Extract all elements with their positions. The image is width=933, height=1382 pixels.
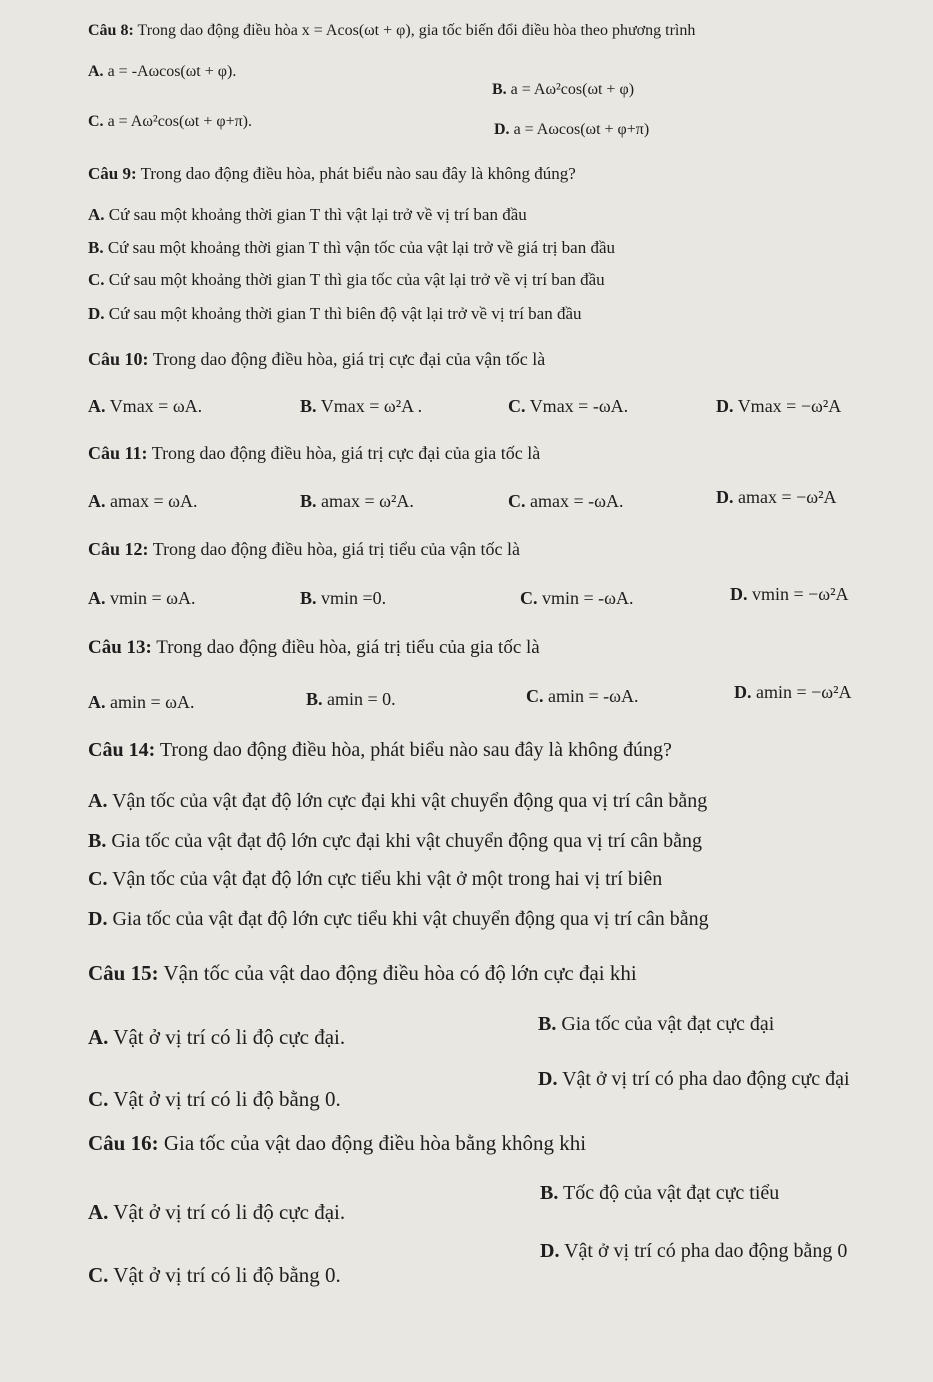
question-11-number: Câu 11: <box>88 443 148 463</box>
q12-option-a-text: vmin = ωA. <box>110 588 196 608</box>
q13-option-c-key: C. <box>526 686 544 706</box>
question-10 <box>88 349 545 370</box>
q15-option-a-text: Vật ở vị trí có li độ cực đại. <box>113 1025 346 1049</box>
question-13-number: Câu 13: <box>88 637 152 658</box>
q10-option-b-key: B. <box>300 396 317 416</box>
question-9-number: Câu 9: <box>88 164 137 183</box>
q15-option-b-text: Gia tốc của vật đạt cực đại <box>561 1013 775 1035</box>
q8-option-d-key: D. <box>494 121 510 138</box>
q12-option-b-key: B. <box>300 588 317 608</box>
q15-option-c-key: C. <box>88 1087 109 1111</box>
q16-option-b-key: B. <box>540 1182 559 1204</box>
question-12-text: Trong dao động điều hòa, giá trị tiểu của vận tốc là <box>152 539 520 559</box>
question-9-text: Trong dao động điều hòa, phát biểu nào sau đây là không đúng? <box>140 164 576 183</box>
q11-option-b[interactable] <box>300 491 414 512</box>
q11-option-c-key: C. <box>508 491 526 511</box>
q15-option-b[interactable] <box>538 1013 774 1036</box>
q15-option-d-text: Vật ở vị trí có pha dao động cực đại <box>562 1068 850 1090</box>
q16-option-a-key: A. <box>88 1200 109 1224</box>
q16-option-c-text: Vật ở vị trí có li độ bằng 0. <box>113 1263 341 1287</box>
q14-option-a-key: A. <box>88 790 108 812</box>
q8-option-c-key: C. <box>88 113 104 130</box>
q14-option-b[interactable] <box>88 830 702 853</box>
q12-option-d-key: D. <box>730 584 748 604</box>
q10-option-b-text: Vmax = ω²A . <box>320 396 423 416</box>
q12-option-b[interactable] <box>300 588 386 609</box>
q9-option-c[interactable] <box>88 270 605 290</box>
question-12-number: Câu 12: <box>88 539 149 559</box>
q10-option-a-text: Vmax = ωA. <box>109 396 203 416</box>
q12-option-a-key: A. <box>88 588 106 608</box>
q14-option-b-text: Gia tốc của vật đạt độ lớn cực đại khi vật chuyển động qua vị trí cân bằng <box>111 830 703 852</box>
q15-option-a[interactable] <box>88 1025 345 1050</box>
q14-option-c-key: C. <box>88 868 108 890</box>
q10-option-d-key: D. <box>716 396 734 416</box>
q10-option-a-key: A. <box>88 396 106 416</box>
q12-option-b-text: vmin =0. <box>321 588 387 608</box>
q9-option-a[interactable] <box>88 205 527 225</box>
q8-option-c[interactable] <box>88 113 252 131</box>
q12-option-a[interactable] <box>88 588 196 609</box>
question-14-number: Câu 14: <box>88 739 156 761</box>
q11-option-d[interactable] <box>716 487 837 508</box>
q13-option-b[interactable] <box>306 689 396 710</box>
q14-option-a-text: Vận tốc của vật đạt độ lớn cực đại khi vật chuyển động qua vị trí cân bằng <box>112 790 708 812</box>
q13-option-b-text: amin = 0. <box>327 689 396 709</box>
q11-option-a[interactable] <box>88 491 197 512</box>
q13-option-a[interactable] <box>88 692 195 713</box>
question-12 <box>88 539 520 560</box>
q13-option-c[interactable] <box>526 686 638 707</box>
q11-option-d-key: D. <box>716 487 734 507</box>
question-13 <box>88 637 540 659</box>
q13-option-b-key: B. <box>306 689 323 709</box>
q8-option-a-key: A. <box>88 63 104 80</box>
q12-option-d[interactable] <box>730 584 849 605</box>
question-15 <box>88 961 637 986</box>
q9-option-d-key: D. <box>88 304 105 323</box>
question-15-text: Vận tốc của vật dao động điều hòa có độ lớn cực đại khi <box>163 961 637 985</box>
q15-option-b-key: B. <box>538 1013 557 1035</box>
q16-option-c[interactable] <box>88 1263 341 1288</box>
q9-option-a-key: A. <box>88 205 105 224</box>
q8-option-b[interactable] <box>492 81 634 99</box>
question-16 <box>88 1131 586 1156</box>
question-10-number: Câu 10: <box>88 349 149 369</box>
q8-option-a-text: a = -Aωcos(ωt + φ). <box>107 63 237 80</box>
q8-option-d[interactable] <box>494 121 649 139</box>
q11-option-b-key: B. <box>300 491 317 511</box>
q16-option-b-text: Tốc độ của vật đạt cực tiểu <box>562 1182 780 1204</box>
question-8-number: Câu 8: <box>88 22 134 39</box>
q13-option-d-key: D. <box>734 682 752 702</box>
q12-option-c[interactable] <box>520 588 634 609</box>
q12-option-c-text: vmin = -ωA. <box>542 588 634 608</box>
q14-option-c[interactable] <box>88 868 662 891</box>
q10-option-c[interactable] <box>508 396 628 417</box>
question-8-text: Trong dao động điều hòa x = Acos(ωt + φ), gia tốc biến đổi điều hòa theo phương trình <box>137 22 696 39</box>
q10-option-c-text: Vmax = -ωA. <box>529 396 629 416</box>
q9-option-b-key: B. <box>88 238 104 257</box>
q15-option-d-key: D. <box>538 1068 558 1090</box>
q10-option-b[interactable] <box>300 396 422 417</box>
question-10-text: Trong dao động điều hòa, giá trị cực đại của vận tốc là <box>152 349 546 369</box>
q11-option-d-text: amax = −ω²A <box>738 487 837 507</box>
q16-option-a[interactable] <box>88 1200 345 1225</box>
q14-option-a[interactable] <box>88 790 707 813</box>
q9-option-c-text: Cứ sau một khoảng thời gian T thì gia tốc của vật lại trở về vị trí ban đầu <box>108 270 605 289</box>
q9-option-b-text: Cứ sau một khoảng thời gian T thì vận tốc của vật lại trở về giá trị ban đầu <box>107 238 616 257</box>
q11-option-b-text: amax = ω²A. <box>321 491 414 511</box>
q16-option-c-key: C. <box>88 1263 109 1287</box>
q8-option-c-text: a = Aω²cos(ωt + φ+π). <box>107 113 253 130</box>
question-14-text: Trong dao động điều hòa, phát biểu nào sau đây là không đúng? <box>159 739 672 761</box>
q8-option-a[interactable] <box>88 63 236 81</box>
q16-option-d[interactable] <box>540 1240 847 1263</box>
q14-option-c-text: Vận tốc của vật đạt độ lớn cực tiểu khi vật ở một trong hai vị trí biên <box>112 868 663 890</box>
q16-option-d-key: D. <box>540 1240 560 1262</box>
q13-option-d[interactable] <box>734 682 852 703</box>
q9-option-d[interactable] <box>88 304 582 324</box>
q14-option-d[interactable] <box>88 908 709 931</box>
q16-option-b[interactable] <box>540 1182 779 1205</box>
q10-option-d-text: Vmax = −ω²A <box>737 396 842 416</box>
q14-option-b-key: B. <box>88 830 107 852</box>
question-8 <box>88 22 695 40</box>
q8-option-d-text: a = Aωcos(ωt + φ+π) <box>513 121 650 138</box>
q15-option-c-text: Vật ở vị trí có li độ bằng 0. <box>113 1087 341 1111</box>
q10-option-d[interactable] <box>716 396 841 417</box>
question-16-text: Gia tốc của vật dao động điều hòa bằng không khi <box>163 1131 587 1155</box>
q9-option-b[interactable] <box>88 238 615 258</box>
q10-option-a[interactable] <box>88 396 202 417</box>
q11-option-a-text: amax = ωA. <box>110 491 198 511</box>
question-9 <box>88 164 576 184</box>
question-16-number: Câu 16: <box>88 1131 159 1155</box>
q9-option-a-text: Cứ sau một khoảng thời gian T thì vật lại trở về vị trí ban đầu <box>108 205 527 224</box>
question-15-number: Câu 15: <box>88 961 159 985</box>
question-13-text: Trong dao động điều hòa, giá trị tiểu của gia tốc là <box>156 637 540 658</box>
question-11-text: Trong dao động điều hòa, giá trị cực đại của gia tốc là <box>151 443 541 463</box>
q15-option-d[interactable] <box>538 1068 850 1091</box>
q15-option-a-key: A. <box>88 1025 109 1049</box>
question-11 <box>88 443 540 464</box>
q14-option-d-text: Gia tốc của vật đạt độ lớn cực tiểu khi vật chuyển động qua vị trí cân bằng <box>112 908 709 930</box>
q13-option-c-text: amin = -ωA. <box>548 686 639 706</box>
q13-option-d-text: amin = −ω²A <box>756 682 852 702</box>
q11-option-c[interactable] <box>508 491 623 512</box>
q15-option-c[interactable] <box>88 1087 341 1112</box>
q8-option-b-key: B. <box>492 81 507 98</box>
question-14 <box>88 739 672 762</box>
q13-option-a-text: amin = ωA. <box>110 692 195 712</box>
q9-option-c-key: C. <box>88 270 105 289</box>
q13-option-a-key: A. <box>88 692 106 712</box>
q14-option-d-key: D. <box>88 908 108 930</box>
q9-option-d-text: Cứ sau một khoảng thời gian T thì biên độ vật lại trở về vị trí ban đầu <box>108 304 582 323</box>
q11-option-a-key: A. <box>88 491 106 511</box>
q16-option-a-text: Vật ở vị trí có li độ cực đại. <box>113 1200 346 1224</box>
q16-option-d-text: Vật ở vị trí có pha dao động bằng 0 <box>564 1240 848 1262</box>
q12-option-c-key: C. <box>520 588 538 608</box>
q12-option-d-text: vmin = −ω²A <box>752 584 849 604</box>
q10-option-c-key: C. <box>508 396 526 416</box>
q11-option-c-text: amax = -ωA. <box>530 491 624 511</box>
q8-option-b-text: a = Aω²cos(ωt + φ) <box>510 81 635 98</box>
